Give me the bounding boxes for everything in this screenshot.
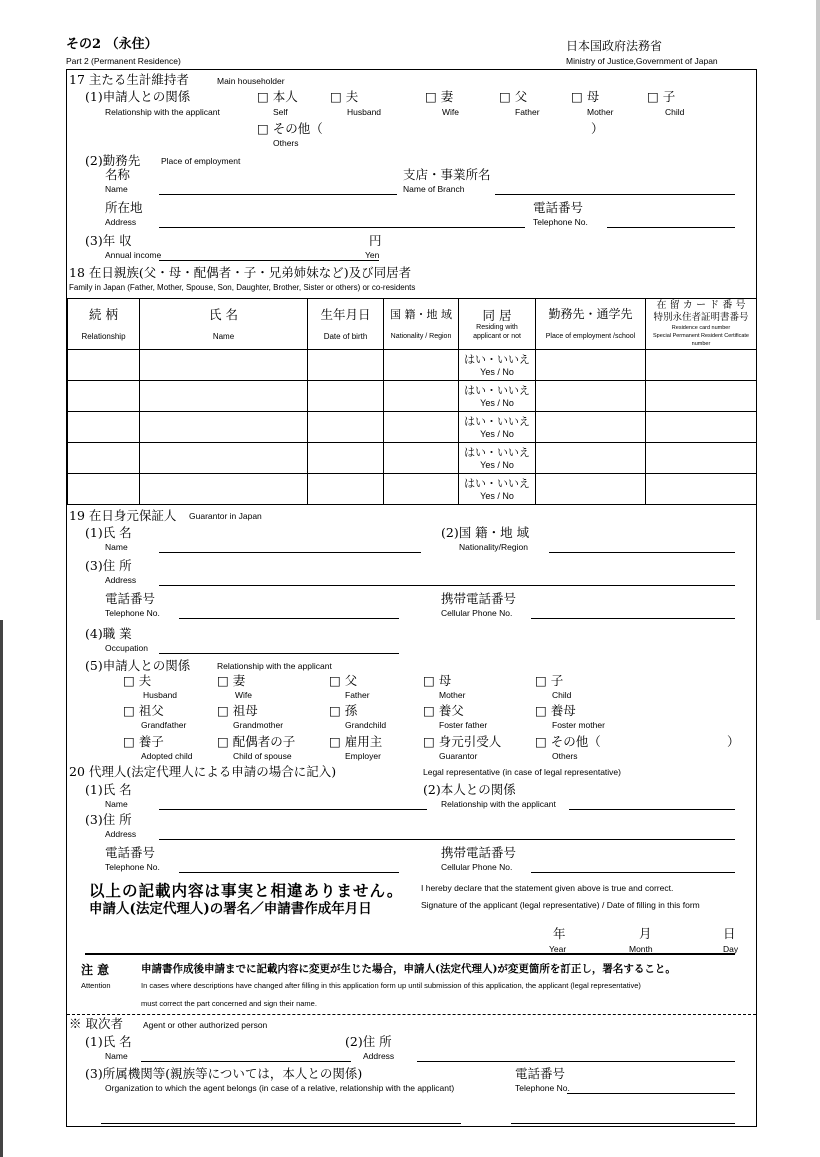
s17-tel-field[interactable] <box>607 227 735 228</box>
s17-rel-label-en: Relationship with the applicant <box>105 107 220 117</box>
cell-name[interactable] <box>140 412 308 443</box>
s19-opt-mother[interactable]: □ 母 <box>423 673 452 688</box>
s18-title-en: Family in Japan (Father, Mother, Spouse, Son, Daughter, Brother, Sister or others) or co-residents <box>69 283 416 292</box>
s17-emp-label: (2)勤務先 <box>85 153 141 168</box>
agent-name-field[interactable] <box>141 1061 351 1062</box>
agent-tel-field[interactable] <box>567 1093 735 1094</box>
s17-opt-father-en: Father <box>515 107 540 117</box>
s19-opt-foster-father[interactable]: □ 養父 <box>423 703 464 718</box>
s19-occ-label-en: Occupation <box>105 643 148 653</box>
s19-opt-mother-en: Mother <box>439 690 466 700</box>
col-card-number: 在 留 カ ー ド 番 号 特別永住者証明書番号 Residence card number Special Permanent Resident Certificate number <box>646 299 757 350</box>
s19-opt-wife[interactable]: □ 妻 <box>217 673 246 688</box>
cell-name[interactable] <box>140 443 308 474</box>
s19-opt-father[interactable]: □ 父 <box>329 673 358 688</box>
s19-opt-foster-mother-en: Foster mother <box>552 720 605 730</box>
s19-cell-field[interactable] <box>531 618 735 619</box>
form-frame <box>66 69 757 1127</box>
s19-opt-employer[interactable]: □ 雇用主 <box>329 734 383 749</box>
date-year: 年 <box>553 926 566 941</box>
cell-card-number[interactable] <box>646 474 757 505</box>
col-name: 氏 名 Name <box>140 299 308 350</box>
s20-tel-label-en: Telephone No. <box>105 862 160 872</box>
agent-addr-label: (2)住 所 <box>345 1034 392 1049</box>
s20-rel-label: (2)本人との関係 <box>423 782 516 797</box>
s17-tel-label: 電話番号 <box>533 200 584 215</box>
part-subtitle: Part 2 (Permanent Residence) <box>66 56 181 66</box>
date-day: 日 <box>723 926 736 941</box>
cell-relationship[interactable] <box>68 350 140 381</box>
s17-income-label-en: Annual income <box>105 250 162 260</box>
s19-opt-employer-en: Employer <box>345 751 381 761</box>
agent-divider <box>67 1014 756 1015</box>
s19-opt-husband[interactable]: □ 夫 <box>123 673 152 688</box>
s17-others-en: Others <box>273 138 299 148</box>
scan-edge-right <box>816 0 820 620</box>
s20-rel-label-en: Relationship with the applicant <box>441 799 556 809</box>
table-row <box>68 443 757 474</box>
attention-label-en: Attention <box>81 981 111 990</box>
col-employment: 勤務先・通学先 Place of employment /school <box>536 299 646 350</box>
s17-addr-field[interactable] <box>159 227 525 228</box>
s19-cell-label: 携帯電話番号 <box>441 591 517 606</box>
declaration-line1: 以上の記載内容は事実と相違ありません。 <box>89 881 404 900</box>
s19-rel-label: (5)申請人との関係 <box>85 658 191 673</box>
cell-employment[interactable] <box>536 350 646 381</box>
s17-opt-child-en: Child <box>665 107 685 117</box>
s19-name-field[interactable] <box>159 552 421 553</box>
s17-name-label-en: Name <box>105 184 128 194</box>
agent-name-label-en: Name <box>105 1051 128 1061</box>
cell-relationship[interactable] <box>68 474 140 505</box>
s20-name-field[interactable] <box>159 809 427 810</box>
date-year-en: Year <box>549 944 567 954</box>
s20-addr-field[interactable] <box>159 839 735 840</box>
date-month-en: Month <box>629 944 653 954</box>
col-residing: 同 居 Residing with applicant or not <box>459 299 536 350</box>
s17-title-en: Main householder <box>217 76 285 86</box>
s17-opt-others[interactable]: □ その他（ <box>257 121 323 136</box>
s19-opt-grandchild[interactable]: □ 孫 <box>329 703 358 718</box>
table-row <box>68 350 757 381</box>
s17-opt-mother-en: Mother <box>587 107 614 117</box>
agent-org-field[interactable] <box>101 1123 461 1124</box>
s20-cell-label: 携帯電話番号 <box>441 845 517 860</box>
family-table-header <box>68 299 757 350</box>
s19-opt-adopted-en: Adopted child <box>141 751 193 761</box>
s19-opt-father-en: Father <box>345 690 370 700</box>
s19-opt-child[interactable]: □ 子 <box>535 673 564 688</box>
s19-opt-child-of-spouse[interactable]: □ 配偶者の子 <box>217 734 296 749</box>
s19-opt-child-of-spouse-en: Child of spouse <box>233 751 292 761</box>
declaration-line2: 申請人(法定代理人)の署名／申請書作成年月日 <box>89 901 372 917</box>
s17-opt-husband[interactable]: □ 夫 <box>330 89 359 104</box>
cell-nationality[interactable] <box>384 381 459 412</box>
s17-opt-child[interactable]: □ 子 <box>647 89 676 104</box>
cell-employment[interactable] <box>536 412 646 443</box>
s20-name-label-en: Name <box>105 799 128 809</box>
s19-opt-others[interactable]: □ その他（ <box>535 734 601 749</box>
s17-rel-label: (1)申請人との関係 <box>85 89 191 104</box>
cell-dob[interactable] <box>308 412 384 443</box>
s19-occ-field[interactable] <box>159 653 399 654</box>
s19-opt-guarantor-en: Guarantor <box>439 751 478 761</box>
cell-nationality[interactable] <box>384 443 459 474</box>
s17-income-label: (3)年 収 <box>85 233 132 248</box>
s19-title-en: Guarantor in Japan <box>189 511 262 521</box>
cell-dob[interactable] <box>308 350 384 381</box>
cell-residing[interactable]: はい・いいえ Yes / No <box>459 443 536 474</box>
s19-title: 19 在日身元保証人 <box>69 508 177 523</box>
s19-opt-adopted[interactable]: □ 養子 <box>123 734 164 749</box>
agent-name-label: (1)氏 名 <box>85 1034 132 1049</box>
s17-others-close: ） <box>591 121 604 136</box>
s20-addr-label-en: Address <box>105 829 137 839</box>
s20-cell-field[interactable] <box>531 872 735 873</box>
table-row <box>68 381 757 412</box>
col-nationality: 国 籍・地 域 Nationality / Region <box>384 299 459 350</box>
cell-card-number[interactable] <box>646 412 757 443</box>
s17-income-field[interactable] <box>159 260 379 261</box>
attention-label: 注 意 <box>81 963 110 977</box>
s20-addr-label: (3)住 所 <box>85 812 132 827</box>
agent-tel-label-en: Telephone No. <box>515 1083 570 1093</box>
cell-residing[interactable]: はい・いいえ Yes / No <box>459 412 536 443</box>
s19-opt-grandmother[interactable]: □ 祖母 <box>217 703 258 718</box>
s19-tel-label: 電話番号 <box>105 591 156 606</box>
s19-opt-wife-en: Wife <box>235 690 252 700</box>
s19-nat-label-en: Nationality/Region <box>459 542 528 552</box>
s19-nat-label: (2)国 籍・地 域 <box>441 525 530 540</box>
cell-name[interactable] <box>140 474 308 505</box>
s17-opt-wife[interactable]: □ 妻 <box>425 89 454 104</box>
s19-opt-grandfather[interactable]: □ 祖父 <box>123 703 164 718</box>
s19-opt-grandfather-en: Grandfather <box>141 720 187 730</box>
agent-tel-label: 電話番号 <box>515 1066 566 1081</box>
s17-title: 17 主たる生計維持者 <box>69 72 189 87</box>
s17-branch-label-en: Name of Branch <box>403 184 465 194</box>
s19-addr-label-en: Address <box>105 575 137 585</box>
s17-addr-label-en: Address <box>105 217 137 227</box>
s19-opt-grandmother-en: Grandmother <box>233 720 284 730</box>
s17-opt-wife-en: Wife <box>442 107 459 117</box>
attention-text-en1: In cases where descriptions have changed after filling in this application form up until submission of this application, the applicant (legal representative) <box>141 981 641 990</box>
s19-opt-others-en: Others <box>552 751 578 761</box>
s17-name-field[interactable] <box>159 194 397 195</box>
family-table <box>67 298 757 505</box>
s17-branch-field[interactable] <box>495 194 735 195</box>
cell-residing[interactable]: はい・いいえ Yes / No <box>459 350 536 381</box>
s17-emp-label-en: Place of employment <box>161 156 241 166</box>
cell-relationship[interactable] <box>68 443 140 474</box>
s19-nat-field[interactable] <box>549 552 735 553</box>
scan-edge-left <box>0 620 3 1157</box>
agent-org-label-en: Organization to which the agent belongs (in case of a relative, relationship with the applicant) <box>105 1083 455 1093</box>
s17-opt-father[interactable]: □ 父 <box>499 89 528 104</box>
agent-addr-field[interactable] <box>417 1061 735 1062</box>
date-day-en: Day <box>723 944 739 954</box>
s17-opt-husband-en: Husband <box>347 107 382 117</box>
cell-name[interactable] <box>140 381 308 412</box>
s17-name-label: 名称 <box>105 167 131 182</box>
s17-opt-self[interactable]: □ 本人 <box>257 89 298 104</box>
agent-title: ※ 取次者 <box>69 1016 123 1031</box>
s19-rel-label-en: Relationship with the applicant <box>217 661 332 671</box>
declaration-line2-en: Signature of the applicant (legal representative) / Date of filling in this form <box>421 900 700 910</box>
s19-others-close: ） <box>727 734 740 749</box>
s19-opt-grandchild-en: Grandchild <box>345 720 387 730</box>
s19-addr-label: (3)住 所 <box>85 558 132 573</box>
cell-name[interactable] <box>140 350 308 381</box>
s19-opt-guarantor[interactable]: □ 身元引受人 <box>423 734 502 749</box>
s19-addr-field[interactable] <box>159 585 735 586</box>
s19-name-label: (1)氏 名 <box>85 525 132 540</box>
cell-relationship[interactable] <box>68 381 140 412</box>
cell-card-number[interactable] <box>646 443 757 474</box>
attention-text: 申請書作成後申請までに記載内容に変更が生じた場合，申請人(法定代理人)が変更箇所を訂正し，署名すること。 <box>141 963 676 975</box>
s19-occ-label: (4)職 業 <box>85 626 132 641</box>
agent-addr-label-en: Address <box>363 1051 395 1061</box>
s19-name-label-en: Name <box>105 542 128 552</box>
table-row <box>68 412 757 443</box>
cell-card-number[interactable] <box>646 381 757 412</box>
col-dob: 生年月日 Date of birth <box>308 299 384 350</box>
col-relationship: 続 柄 Relationship <box>68 299 140 350</box>
s20-name-label: (1)氏 名 <box>85 782 132 797</box>
s17-yen-en: Yen <box>365 250 380 260</box>
s17-opt-self-en: Self <box>273 107 288 117</box>
s20-rel-field[interactable] <box>569 809 735 810</box>
s19-opt-child-en: Child <box>552 690 572 700</box>
ministry-en: Ministry of Justice,Government of Japan <box>566 56 718 66</box>
cell-relationship[interactable] <box>68 412 140 443</box>
s20-tel-label: 電話番号 <box>105 845 156 860</box>
s17-addr-label: 所在地 <box>105 200 143 215</box>
cell-employment[interactable] <box>536 474 646 505</box>
agent-title-en: Agent or other authorized person <box>143 1020 268 1030</box>
cell-residing[interactable]: はい・いいえ Yes / No <box>459 381 536 412</box>
cell-nationality[interactable] <box>384 474 459 505</box>
date-month: 月 <box>639 926 652 941</box>
s19-tel-label-en: Telephone No. <box>105 608 160 618</box>
s17-yen: 円 <box>369 233 382 248</box>
s19-opt-foster-mother[interactable]: □ 養母 <box>535 703 576 718</box>
s17-tel-label-en: Telephone No. <box>533 217 588 227</box>
ministry-jp: 日本国政府法務省 <box>566 39 663 53</box>
s19-opt-foster-father-en: Foster father <box>439 720 488 730</box>
cell-employment[interactable] <box>536 443 646 474</box>
s19-tel-field[interactable] <box>179 618 399 619</box>
cell-card-number[interactable] <box>646 350 757 381</box>
cell-dob[interactable] <box>308 443 384 474</box>
s18-title: 18 在日親族(父・母・配偶者・子・兄弟姉妹など)及び同居者 <box>69 265 412 280</box>
s20-tel-field[interactable] <box>179 872 399 873</box>
cell-residing[interactable]: はい・いいえ Yes / No <box>459 474 536 505</box>
cell-nationality[interactable] <box>384 412 459 443</box>
cell-employment[interactable] <box>536 381 646 412</box>
part-title: その2 （永住） <box>66 37 158 52</box>
s17-branch-label: 支店・事業所名 <box>403 167 491 182</box>
s20-title: 20 代理人(法定代理人による申請の場合に記入) <box>69 764 337 779</box>
cell-nationality[interactable] <box>384 350 459 381</box>
cell-dob[interactable] <box>308 381 384 412</box>
s17-opt-mother[interactable]: □ 母 <box>571 89 600 104</box>
cell-dob[interactable] <box>308 474 384 505</box>
declaration-line1-en: I hereby declare that the statement given above is true and correct. <box>421 883 674 893</box>
agent-org-field-2[interactable] <box>511 1123 735 1124</box>
attention-text-en2: must correct the part concerned and sign their name. <box>141 999 317 1008</box>
agent-org-label: (3)所属機関等(親族等については，本人との関係) <box>85 1066 363 1081</box>
s19-cell-label-en: Cellular Phone No. <box>441 608 513 618</box>
s20-title-en: Legal representative (in case of legal representative) <box>423 767 621 777</box>
signature-line[interactable] <box>85 953 735 955</box>
s20-cell-label-en: Cellular Phone No. <box>441 862 513 872</box>
s19-opt-husband-en: Husband <box>143 690 178 700</box>
table-row <box>68 474 757 505</box>
